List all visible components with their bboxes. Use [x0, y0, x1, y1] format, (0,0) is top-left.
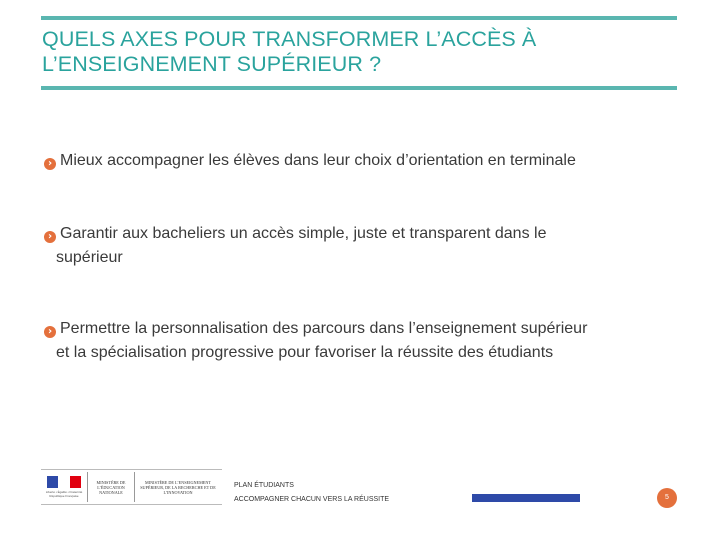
bullet-text: Garantir aux bacheliers un accès simple, juste et transparent dans le: [60, 225, 547, 242]
bullet-text-continued: supérieur: [56, 249, 123, 266]
plan-subtitle: ACCOMPAGNER CHACUN VERS LA RÉUSSITE: [234, 496, 390, 503]
arrow-right-circle-icon: ›: [44, 231, 56, 243]
page-number-badge: 5: [657, 488, 677, 508]
french-flag-icon: [47, 476, 81, 488]
title-line-2: L’ENSEIGNEMENT SUPÉRIEUR ?: [42, 52, 382, 76]
bullet-text-continued: et la spécialisation progressive pour favoriser la réussite des étudiants: [56, 344, 554, 361]
bullet-line: [44, 317, 674, 341]
bullet-item-1: [44, 149, 674, 173]
arrow-right-circle-icon: ›: [44, 326, 56, 338]
bullet-item-2: [44, 222, 674, 270]
plan-title: PLAN ÉTUDIANTS: [234, 482, 294, 489]
footer-accent-bar: [472, 494, 580, 502]
bullet-item-3: [44, 317, 674, 365]
bullet-text: Permettre la personnalisation des parcours dans l’enseignement supérieur: [60, 320, 588, 337]
bullet-line: [44, 149, 674, 173]
ministry-logo: [41, 469, 222, 505]
bullet-line: [44, 222, 674, 246]
title-line-1: QUELS AXES POUR TRANSFORMER L’ACCÈS À: [42, 27, 537, 51]
marianne-logo: [41, 471, 87, 503]
logo-motto: Liberté • Égalité • Fraternité République Française: [45, 490, 83, 498]
ministry-higher-education-name: MINISTÈRE DE L’ENSEIGNEMENT SUPÉRIEUR, DE LA RECHERCHE ET DE L’INNOVATION: [140, 479, 216, 495]
title-bottom-rule: [41, 86, 677, 90]
ministry-education-name: MINISTÈRE DE L’ÉDUCATION NATIONALE: [96, 479, 126, 495]
title-top-rule: [41, 16, 677, 20]
page-title: [42, 27, 672, 77]
arrow-right-circle-icon: ›: [44, 158, 56, 170]
bullet-text: Mieux accompagner les élèves dans leur choix d’orientation en terminale: [60, 152, 576, 169]
